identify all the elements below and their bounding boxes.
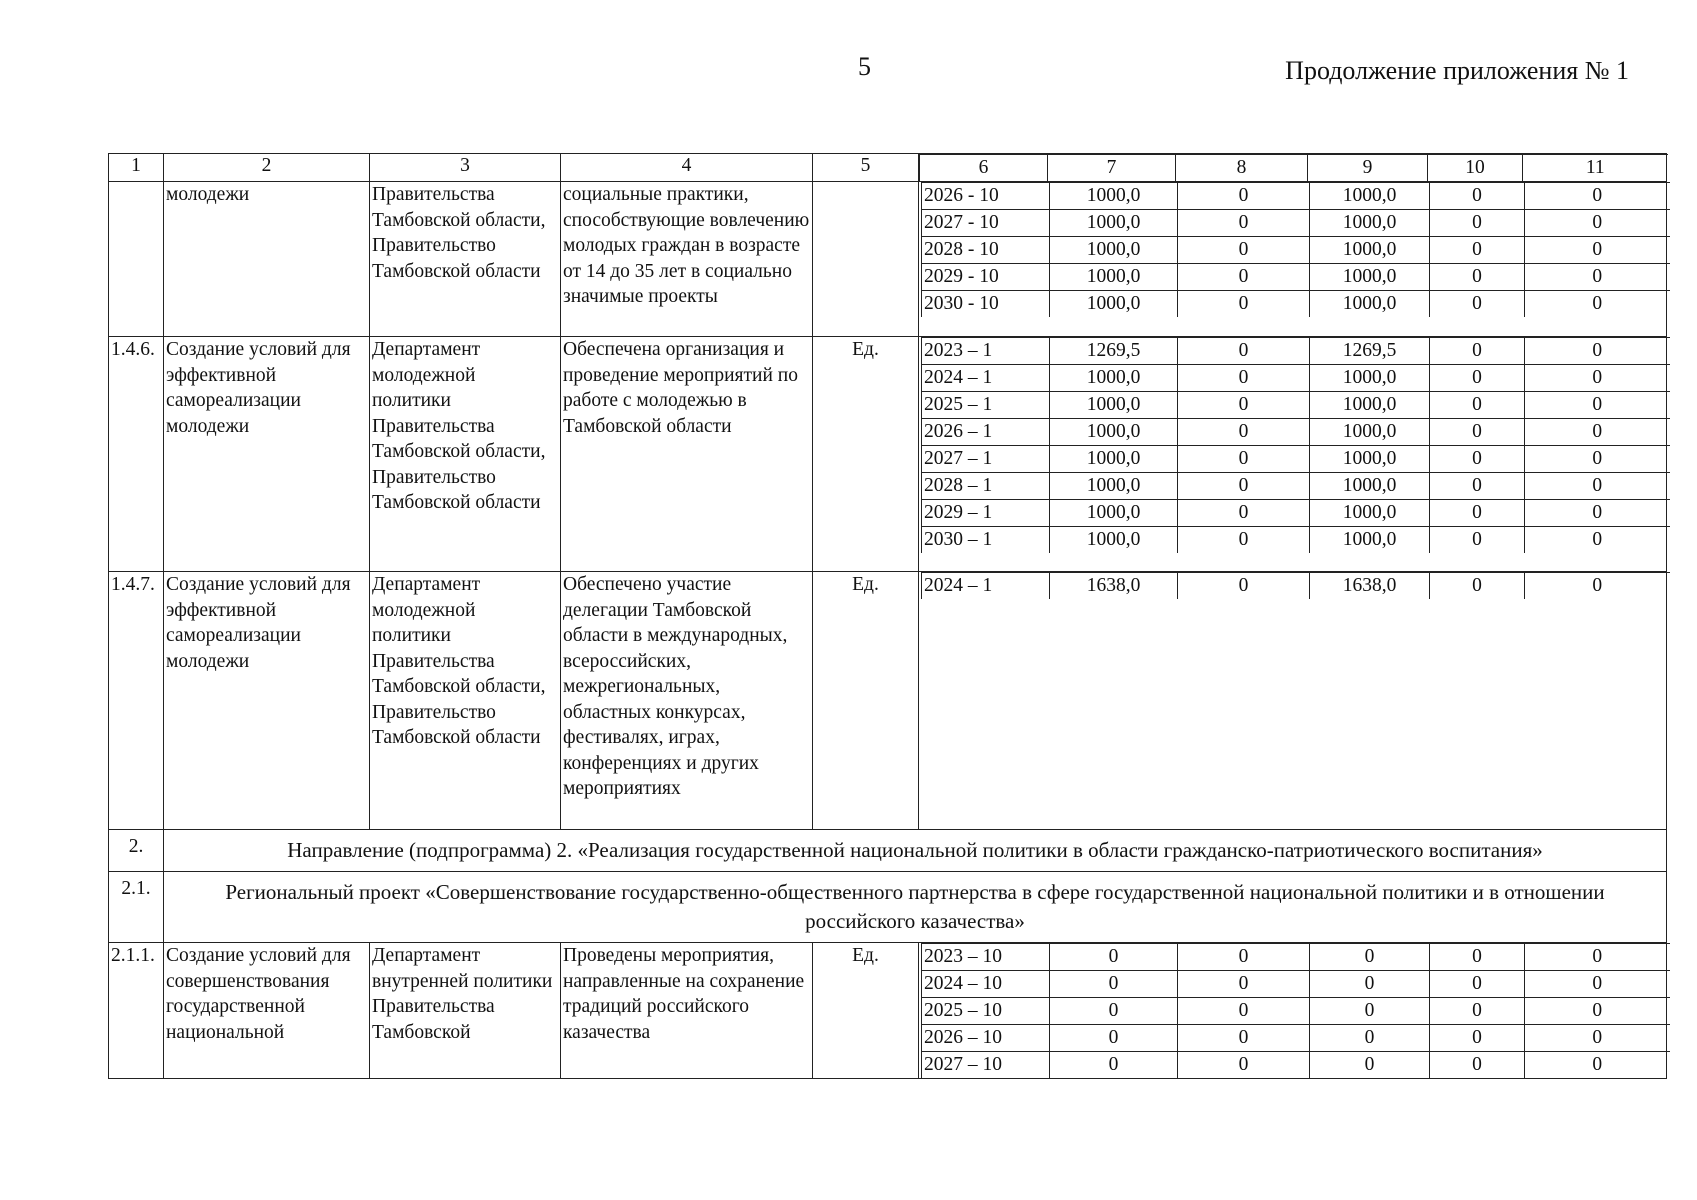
- year-target-cell: 2026 - 10: [922, 183, 1050, 210]
- amount-cell: 1000,0: [1050, 527, 1178, 554]
- header-row: [109, 154, 1667, 182]
- amount-cell: 0: [1430, 264, 1525, 291]
- amount-cell: 0: [1050, 971, 1178, 998]
- amount-cell: 0: [1178, 500, 1310, 527]
- year-target-cell: 2027 – 10: [922, 1052, 1050, 1079]
- measure-name: Создание условий для совершенствования государственной национальной: [164, 943, 370, 1079]
- amount-cell: 1000,0: [1050, 419, 1178, 446]
- year-target-cell: 2026 – 1: [922, 419, 1050, 446]
- year-target-cell: 2025 – 10: [922, 998, 1050, 1025]
- year-row: [922, 446, 1670, 473]
- year-target-cell: 2029 - 10: [922, 264, 1050, 291]
- amount-cell: 1000,0: [1050, 365, 1178, 392]
- amount-cell: 1269,5: [1050, 338, 1178, 365]
- amount-cell: 0: [1525, 446, 1670, 473]
- unit-cell: Ед.: [813, 943, 919, 1079]
- amount-cell: 1000,0: [1310, 291, 1430, 318]
- amount-cell: 0: [1178, 392, 1310, 419]
- amount-cell: 0: [1178, 291, 1310, 318]
- amount-cell: 0: [1430, 1052, 1525, 1079]
- amount-cell: 0: [1178, 1025, 1310, 1052]
- continuation-label: Продолжение приложения № 1: [1285, 56, 1629, 85]
- amount-cell: 0: [1310, 971, 1430, 998]
- year-row: [922, 392, 1670, 419]
- responsible-department: Правительства Тамбовской области, Правительство Тамбовской области: [370, 182, 561, 337]
- unit-cell: Ед.: [813, 337, 919, 572]
- amount-cell: 0: [1310, 1025, 1430, 1052]
- amount-cell: 1638,0: [1050, 573, 1178, 600]
- section-row: [109, 872, 1667, 943]
- amount-cell: 0: [1178, 473, 1310, 500]
- amount-cell: 0: [1430, 210, 1525, 237]
- header-cell: 1: [109, 154, 164, 182]
- section-number: 2.: [109, 830, 164, 872]
- amount-cell: 0: [1178, 338, 1310, 365]
- amount-cell: 0: [1178, 446, 1310, 473]
- amount-cell: 0: [1430, 365, 1525, 392]
- year-row: [922, 237, 1670, 264]
- amount-cell: 0: [1525, 1052, 1670, 1079]
- amount-cell: 0: [1525, 419, 1670, 446]
- year-target-cell: 2030 - 10: [922, 291, 1050, 318]
- responsible-department: Департамент внутренней политики Правительства Тамбовской: [370, 943, 561, 1079]
- row-number: [109, 182, 164, 337]
- measure-name: Создание условий для эффективной самореализации молодежи: [164, 337, 370, 572]
- year-row: [922, 500, 1670, 527]
- year-target-cell: 2023 – 10: [922, 944, 1050, 971]
- expected-result: Обеспечено участие делегации Тамбовской области в международных, всероссийских, межрегиональных, областных конкурсах, фестивалях, играх, конференциях и других мероприятиях: [561, 572, 813, 830]
- amount-cell: 0: [1525, 527, 1670, 554]
- measure-name: молодежи: [164, 182, 370, 337]
- year-row: [922, 1052, 1670, 1079]
- year-row: [922, 291, 1670, 318]
- year-target-cell: 2028 - 10: [922, 237, 1050, 264]
- amount-cell: 1000,0: [1050, 473, 1178, 500]
- amount-cell: 0: [1430, 338, 1525, 365]
- program-table: [108, 153, 1667, 1079]
- years-block: [919, 943, 1667, 1079]
- amount-cell: 0: [1178, 264, 1310, 291]
- unit-cell: [813, 182, 919, 337]
- unit-cell: Ед.: [813, 572, 919, 830]
- amount-cell: 0: [1178, 365, 1310, 392]
- amount-cell: 0: [1178, 183, 1310, 210]
- amount-cell: 0: [1310, 998, 1430, 1025]
- amount-cell: 0: [1525, 998, 1670, 1025]
- page-number: 5: [858, 52, 871, 81]
- amount-cell: 0: [1430, 573, 1525, 600]
- row-number: 1.4.6.: [109, 337, 164, 572]
- amount-cell: 0: [1525, 291, 1670, 318]
- amount-cell: 1000,0: [1310, 527, 1430, 554]
- header-cell-group: [919, 154, 1667, 182]
- row-number: 1.4.7.: [109, 572, 164, 830]
- year-target-cell: 2027 – 1: [922, 446, 1050, 473]
- amount-cell: 1000,0: [1310, 392, 1430, 419]
- year-row: [922, 419, 1670, 446]
- amount-cell: 1638,0: [1310, 573, 1430, 600]
- amount-cell: 0: [1430, 237, 1525, 264]
- amount-cell: 1000,0: [1310, 183, 1430, 210]
- amount-cell: 0: [1178, 944, 1310, 971]
- amount-cell: 0: [1310, 1052, 1430, 1079]
- amount-cell: 0: [1430, 473, 1525, 500]
- year-target-cell: 2024 – 10: [922, 971, 1050, 998]
- amount-cell: 0: [1525, 237, 1670, 264]
- amount-cell: 0: [1525, 264, 1670, 291]
- amount-cell: 1000,0: [1310, 264, 1430, 291]
- header-cell: 10: [1428, 155, 1523, 182]
- section-number: 2.1.: [109, 872, 164, 943]
- year-row: [922, 998, 1670, 1025]
- year-target-cell: 2024 – 1: [922, 573, 1050, 600]
- amount-cell: 1000,0: [1310, 365, 1430, 392]
- amount-cell: 0: [1525, 210, 1670, 237]
- amount-cell: 0: [1050, 998, 1178, 1025]
- expected-result: Обеспечена организация и проведение мероприятий по работе с молодежью в Тамбовской области: [561, 337, 813, 572]
- section-row: [109, 830, 1667, 872]
- year-target-cell: 2025 – 1: [922, 392, 1050, 419]
- amount-cell: 0: [1430, 183, 1525, 210]
- year-row: [922, 944, 1670, 971]
- amount-cell: 1000,0: [1050, 500, 1178, 527]
- amount-cell: 0: [1430, 1025, 1525, 1052]
- header-cell: 4: [561, 154, 813, 182]
- amount-cell: 0: [1430, 500, 1525, 527]
- amount-cell: 0: [1430, 527, 1525, 554]
- amount-cell: 0: [1050, 944, 1178, 971]
- amount-cell: 0: [1178, 971, 1310, 998]
- amount-cell: 0: [1525, 365, 1670, 392]
- year-row: [922, 183, 1670, 210]
- year-target-cell: 2026 – 10: [922, 1025, 1050, 1052]
- year-target-cell: 2024 – 1: [922, 365, 1050, 392]
- program-row: [109, 182, 1667, 337]
- amount-cell: 0: [1178, 237, 1310, 264]
- amount-cell: 0: [1525, 573, 1670, 600]
- amount-cell: 0: [1430, 392, 1525, 419]
- amount-cell: 0: [1050, 1025, 1178, 1052]
- amount-cell: 1000,0: [1050, 392, 1178, 419]
- expected-result: Проведены мероприятия, направленные на сохранение традиций российского казачества: [561, 943, 813, 1079]
- header-cell: 8: [1176, 155, 1308, 182]
- program-row: [109, 337, 1667, 572]
- years-block: [919, 182, 1667, 337]
- amount-cell: 1000,0: [1310, 419, 1430, 446]
- section-title: Региональный проект «Совершенствование государственно-общественного партнерства в сфере государственной национальной политики и в отношении российского казачества»: [164, 872, 1667, 943]
- year-target-cell: 2030 – 1: [922, 527, 1050, 554]
- year-target-cell: 2029 – 1: [922, 500, 1050, 527]
- amount-cell: 1000,0: [1050, 264, 1178, 291]
- header-cell: 11: [1523, 155, 1668, 182]
- year-row: [922, 210, 1670, 237]
- amount-cell: 0: [1525, 971, 1670, 998]
- amount-cell: 0: [1430, 419, 1525, 446]
- header-cell: 7: [1048, 155, 1176, 182]
- amount-cell: 0: [1178, 419, 1310, 446]
- program-row: [109, 572, 1667, 830]
- amount-cell: 0: [1430, 944, 1525, 971]
- amount-cell: 0: [1525, 500, 1670, 527]
- year-row: [922, 971, 1670, 998]
- amount-cell: 0: [1430, 291, 1525, 318]
- program-row: [109, 943, 1667, 1079]
- year-row: [922, 573, 1670, 600]
- section-title: Направление (подпрограмма) 2. «Реализация государственной национальной политики в области гражданско-патриотического воспитания»: [164, 830, 1667, 872]
- amount-cell: 0: [1178, 1052, 1310, 1079]
- amount-cell: 0: [1430, 446, 1525, 473]
- year-row: [922, 527, 1670, 554]
- amount-cell: 0: [1050, 1052, 1178, 1079]
- amount-cell: 0: [1525, 338, 1670, 365]
- year-target-cell: 2027 - 10: [922, 210, 1050, 237]
- amount-cell: 0: [1430, 998, 1525, 1025]
- responsible-department: Департамент молодежной политики Правительства Тамбовской области, Правительство Тамбовской области: [370, 337, 561, 572]
- year-row: [922, 365, 1670, 392]
- amount-cell: 0: [1178, 998, 1310, 1025]
- header-cell: 5: [813, 154, 919, 182]
- amount-cell: 0: [1178, 573, 1310, 600]
- years-block: [919, 572, 1667, 830]
- header-cell: 9: [1308, 155, 1428, 182]
- year-row: [922, 338, 1670, 365]
- year-target-cell: 2028 – 1: [922, 473, 1050, 500]
- amount-cell: 1000,0: [1050, 446, 1178, 473]
- header-cell: 6: [920, 155, 1048, 182]
- year-row: [922, 1025, 1670, 1052]
- year-row: [922, 264, 1670, 291]
- header-cell: 2: [164, 154, 370, 182]
- amount-cell: 0: [1525, 183, 1670, 210]
- amount-cell: 0: [1525, 473, 1670, 500]
- amount-cell: 1000,0: [1310, 210, 1430, 237]
- amount-cell: 0: [1430, 971, 1525, 998]
- amount-cell: 0: [1525, 1025, 1670, 1052]
- row-number: 2.1.1.: [109, 943, 164, 1079]
- amount-cell: 1000,0: [1050, 183, 1178, 210]
- measure-name: Создание условий для эффективной самореализации молодежи: [164, 572, 370, 830]
- header-cell: 3: [370, 154, 561, 182]
- amount-cell: 0: [1178, 210, 1310, 237]
- years-block: [919, 337, 1667, 572]
- amount-cell: 1000,0: [1310, 446, 1430, 473]
- amount-cell: 0: [1525, 392, 1670, 419]
- amount-cell: 0: [1178, 527, 1310, 554]
- year-target-cell: 2023 – 1: [922, 338, 1050, 365]
- year-row: [922, 473, 1670, 500]
- amount-cell: 1000,0: [1050, 237, 1178, 264]
- amount-cell: 1000,0: [1050, 210, 1178, 237]
- expected-result: социальные практики, способствующие вовлечению молодых граждан в возрасте от 14 до 35 лет в социально значимые проекты: [561, 182, 813, 337]
- amount-cell: 1000,0: [1310, 500, 1430, 527]
- amount-cell: 0: [1310, 944, 1430, 971]
- amount-cell: 0: [1525, 944, 1670, 971]
- responsible-department: Департамент молодежной политики Правительства Тамбовской области, Правительство Тамбовской области: [370, 572, 561, 830]
- amount-cell: 1000,0: [1310, 237, 1430, 264]
- amount-cell: 1000,0: [1310, 473, 1430, 500]
- amount-cell: 1269,5: [1310, 338, 1430, 365]
- amount-cell: 1000,0: [1050, 291, 1178, 318]
